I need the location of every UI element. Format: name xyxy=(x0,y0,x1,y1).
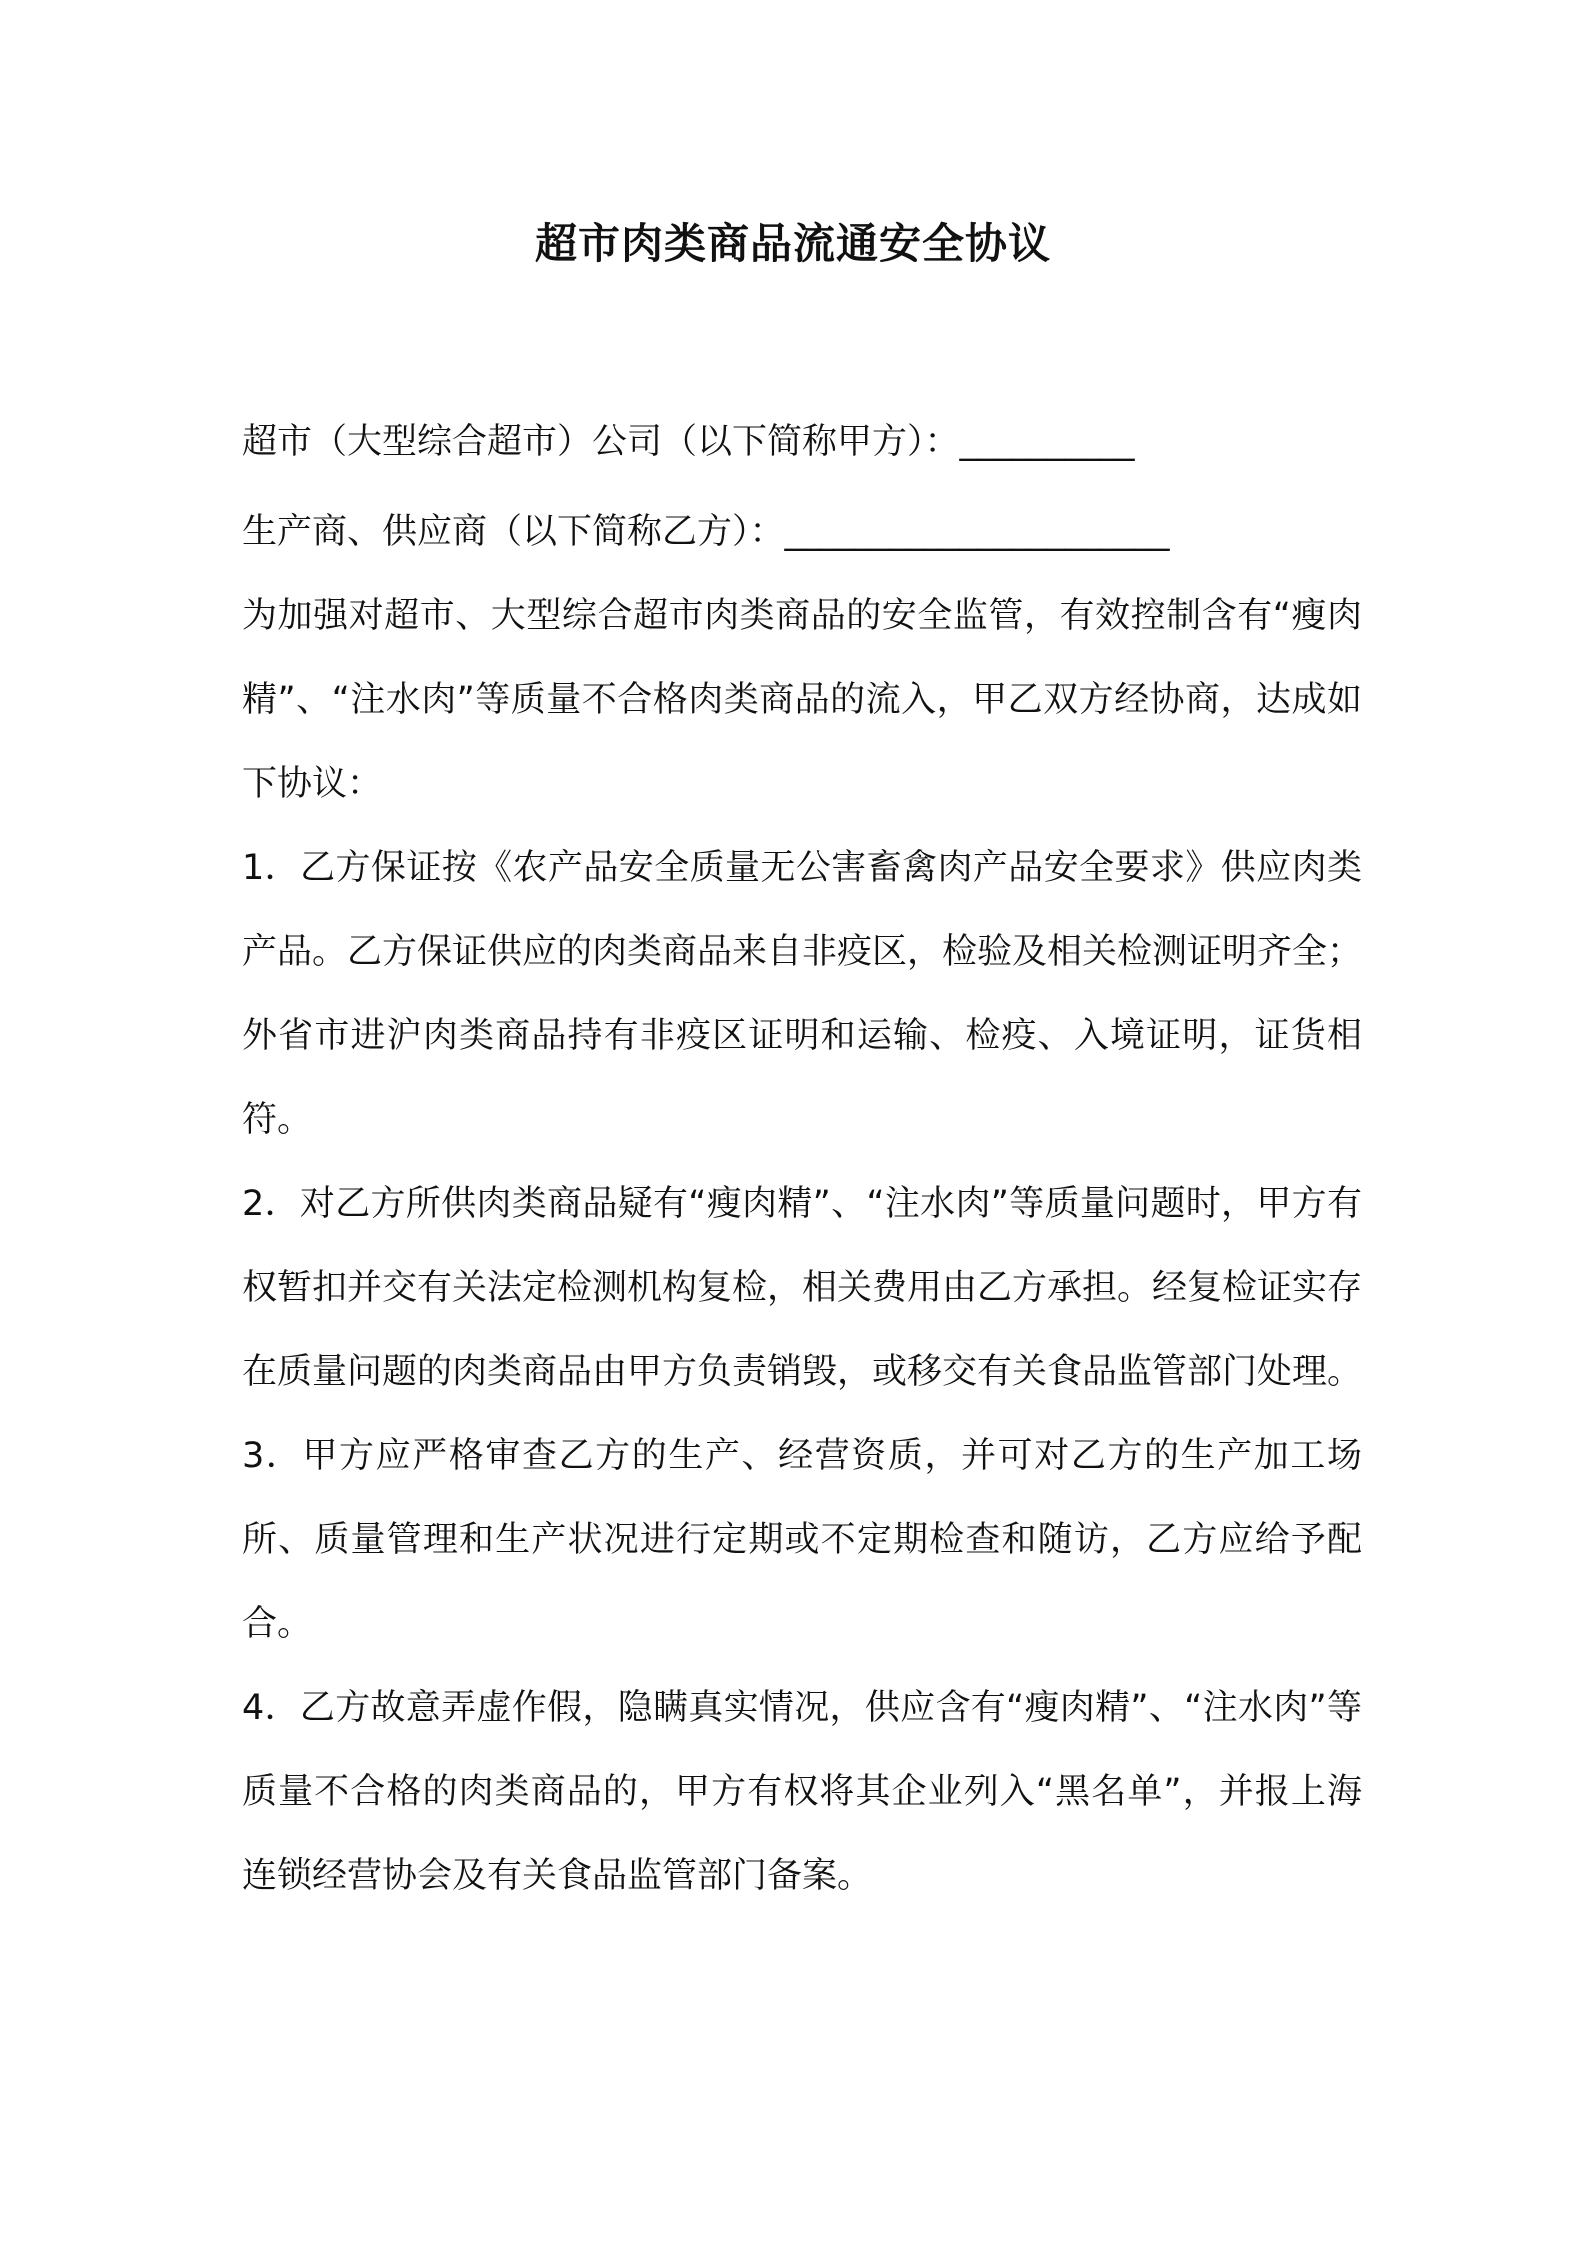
clause-4: 4．乙方故意弄虚作假，隐瞒真实情况，供应含有“瘦肉精”、“注水肉”等质量不合格的肉类商品的，甲方有权将其企业列入“黑名单”，并报上海连锁经营协会及有关食品监管部门备案。 xyxy=(242,1688,1362,1896)
document-body xyxy=(242,400,1362,1918)
document-title: 超市肉类商品流通安全协议 xyxy=(534,219,1051,268)
clause-1: 1．乙方保证按《农产品安全质量无公害畜禽肉产品安全要求》供应肉类产品。乙方保证供应的肉类商品来自非疫区，检验及相关检测证明齐全；外省市进沪肉类商品持有非疫区证明和运输、检疫、入境证明，证货相符。 xyxy=(242,848,1363,1140)
party-b-line: 生产商、供应商（以下简称乙方）：______________________ xyxy=(242,512,1170,552)
intro-paragraph: 为加强对超市、大型综合超市肉类商品的安全监管，有效控制含有“瘦肉精”、“注水肉”等质量不合格肉类商品的流入，甲乙双方经协商，达成如下协议： xyxy=(242,596,1362,804)
party-a-line: 超市（大型综合超市）公司（以下简称甲方）：__________ xyxy=(242,422,1135,462)
clause-3: 3．甲方应严格审查乙方的生产、经营资质，并可对乙方的生产加工场所、质量管理和生产状况进行定期或不定期检查和随访，乙方应给予配合。 xyxy=(242,1436,1362,1644)
clause-2: 2．对乙方所供肉类商品疑有“瘦肉精”、“注水肉”等质量问题时，甲方有权暂扣并交有关法定检测机构复检，相关费用由乙方承担。经复检证实存在质量问题的肉类商品由甲方负责销毁，或移交有关食品监管部门处理。 xyxy=(242,1184,1363,1392)
